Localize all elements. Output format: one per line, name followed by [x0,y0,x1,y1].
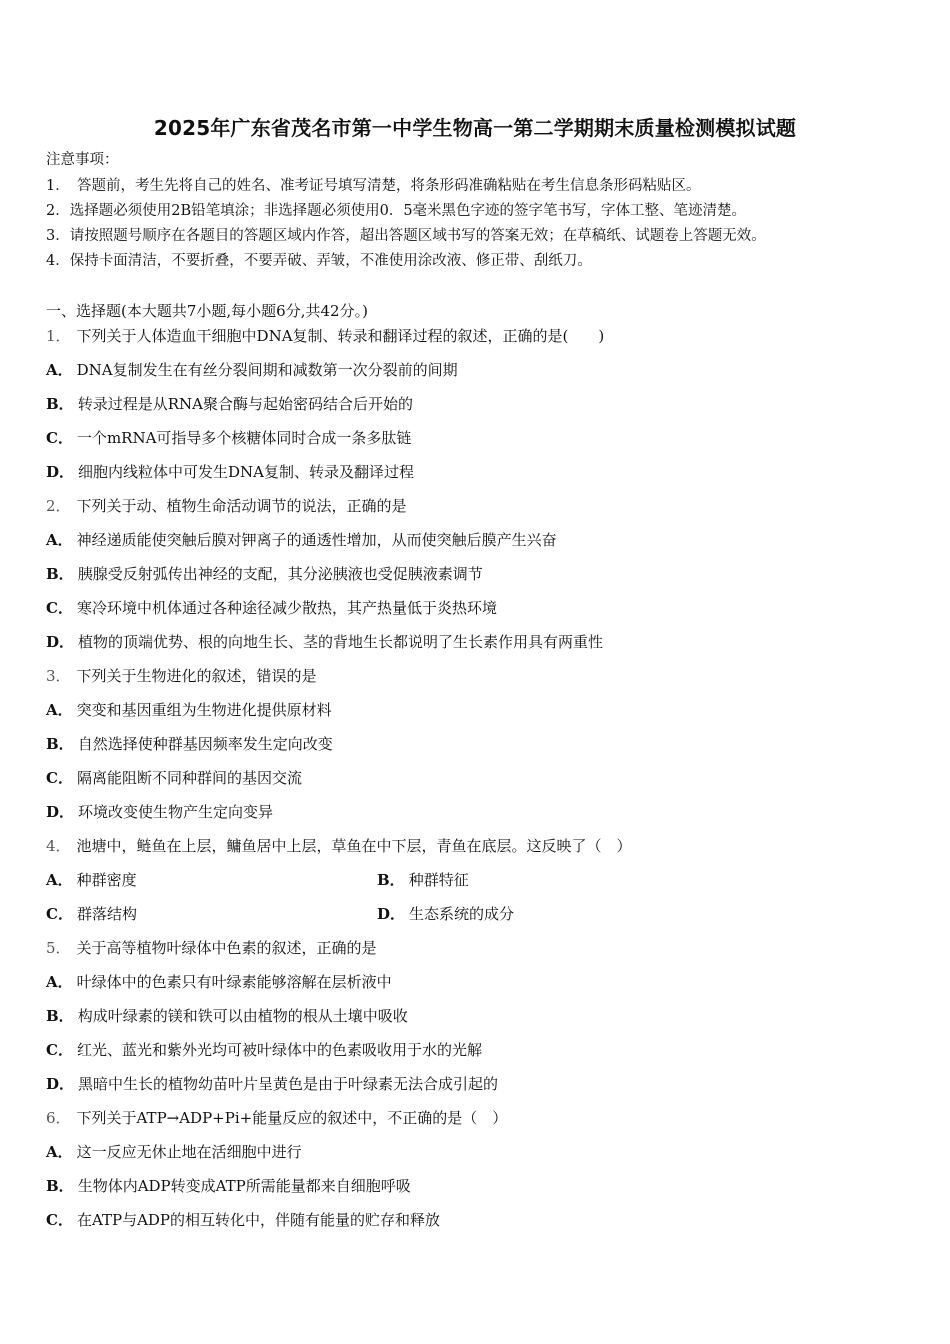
question-4-stem [46,836,632,856]
question-4-option-c: C． 群落结构 [46,905,137,923]
question-text: 池塘中，鲢鱼在上层，鳙鱼居中上层，草鱼在中下层，青鱼在底层。这反映了（ ） [76,837,632,855]
question-2-option-d: D． 植物的顶端优势、根的向地生长、茎的背地生长都说明了生长素作用具有两重性 [46,633,604,651]
question-2-option-a: A． 神经递质能使突触后膜对钾离子的通透性增加，从而使突触后膜产生兴奋 [46,531,557,549]
question-text: 下列关于生物进化的叙述，错误的是 [76,667,317,685]
question-3-option-d: D． 环境改变使生物产生定向变异 [46,803,274,821]
notice-heading: 注意事项： [46,152,119,168]
question-1-option-a: A． DNA复制发生在有丝分裂间期和减数第一次分裂前的间期 [46,361,458,379]
question-3-option-b: B． 自然选择使种群基因频率发生定向改变 [46,735,333,753]
notice-item: 2．选择题必须使用2B铅笔填涂；非选择题必须使用0．5毫米黑色字迹的签字笔书写，字体工整、笔迹清楚。 [46,203,747,219]
question-5-option-c: C． 红光、蓝光和紫外光均可被叶绿体中的色素吸收用于水的光解 [46,1041,482,1059]
question-text: 关于高等植物叶绿体中色素的叙述，正确的是 [76,939,377,957]
question-3-option-c: C． 隔离能阻断不同种群间的基因交流 [46,769,302,787]
question-text: 下列关于动、植物生命活动调节的说法，正确的是 [76,497,407,515]
notice-item: 1． 答题前，考生先将自己的姓名、准考证号填写清楚，将条形码准确粘贴在考生信息条形码粘贴区。 [46,178,701,194]
question-6-option-a: A． 这一反应无休止地在活细胞中进行 [46,1143,302,1161]
question-4-option-b: B． 种群特征 [377,871,469,889]
question-1-option-b: B． 转录过程是从RNA聚合酶与起始密码结合后开始的 [46,395,413,413]
question-2-stem [46,496,407,516]
question-5-stem [46,938,377,958]
question-4-option-a: A． 种群密度 [46,871,137,889]
question-4-option-d: D． 生态系统的成分 [377,905,515,923]
question-text: 下列关于人体造血干细胞中DNA复制、转录和翻译过程的叙述，正确的是( ) [76,327,605,345]
question-number: 5． [46,939,71,957]
question-5-option-a: A． 叶绿体中的色素只有叶绿素能够溶解在层析液中 [46,973,392,991]
notice-item: 4．保持卡面清洁，不要折叠，不要弄破、弄皱，不准使用涂改液、修正带、刮纸刀。 [46,253,592,269]
question-1-option-c: C． 一个mRNA可指导多个核糖体同时合成一条多肽链 [46,429,412,447]
notice-item: 3．请按照题号顺序在各题目的答题区域内作答，超出答题区域书写的答案无效；在草稿纸、试题卷上答题无效。 [46,228,766,244]
section-heading: 一、选择题(本大题共7小题,每小题6分,共42分。) [46,302,368,320]
question-6-option-b: B． 生物体内ADP转变成ATP所需能量都来自细胞呼吸 [46,1177,411,1195]
question-5-option-b: B． 构成叶绿素的镁和铁可以由植物的根从土壤中吸收 [46,1007,408,1025]
question-3-stem [46,666,317,686]
question-number: 4． [46,837,71,855]
question-number: 1． [46,327,71,345]
question-number: 2． [46,497,71,515]
question-2-option-b: B． 胰腺受反射弧传出神经的支配，其分泌胰液也受促胰液素调节 [46,565,483,583]
question-6-option-c: C． 在ATP与ADP的相互转化中，伴随有能量的贮存和释放 [46,1211,441,1229]
question-5-option-d: D． 黑暗中生长的植物幼苗叶片呈黄色是由于叶绿素无法合成引起的 [46,1075,499,1093]
page-title: 2025年广东省茂名市第一中学生物高一第二学期期末质量检测模拟试题 [153,116,797,140]
question-3-option-a: A． 突变和基因重组为生物进化提供原材料 [46,701,332,719]
question-6-stem [46,1108,507,1128]
question-text: 下列关于ATP→ADP+Pi+能量反应的叙述中，不正确的是（ ） [76,1109,508,1127]
question-1-stem [46,326,604,346]
question-number: 6． [46,1109,71,1127]
question-2-option-c: C． 寒冷环境中机体通过各种途径减少散热，其产热量低于炎热环境 [46,599,497,617]
question-1-option-d: D． 细胞内线粒体中可发生DNA复制、转录及翻译过程 [46,463,415,481]
question-number: 3． [46,667,71,685]
